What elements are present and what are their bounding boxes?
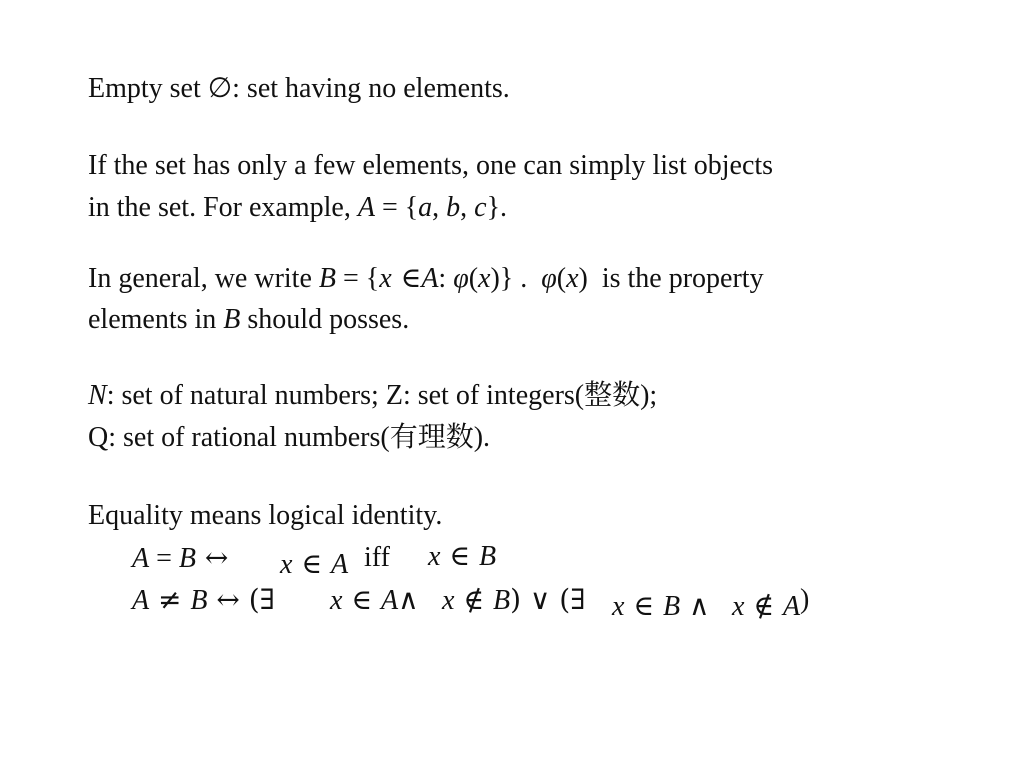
element-of: ∈ <box>292 547 331 580</box>
numbers-line1-rest: : set of natural numbers; Z: set of integers(整数); <box>106 380 658 411</box>
eq-cond-1 <box>280 548 348 581</box>
listing-end: }. <box>486 192 508 223</box>
neq-lhs <box>132 584 275 617</box>
iff-word: iff <box>364 542 390 573</box>
eq-lhs <box>132 542 228 575</box>
numbers-line-2: Q: set of rational numbers(有理数). <box>88 422 491 453</box>
set-B: B <box>178 543 197 574</box>
var-x: x <box>428 541 441 572</box>
phi: φ <box>541 263 557 294</box>
listing-prefix: in the set. For example, <box>88 192 358 223</box>
logical-and: ∧ <box>398 583 419 616</box>
set-A: A <box>132 543 150 574</box>
comma-1: , <box>432 192 447 223</box>
element-of: ∈ <box>624 589 663 622</box>
var-x: x <box>379 263 392 294</box>
set-B: B <box>478 541 497 572</box>
general-line-2 <box>88 304 409 336</box>
set-B: B <box>318 263 336 294</box>
neq-cond-2 <box>442 584 585 617</box>
paren-close: )} . <box>490 263 535 294</box>
set-A: A <box>421 263 439 294</box>
var-x: x <box>566 263 579 294</box>
neq-cond-3 <box>612 590 709 623</box>
set-B: B <box>190 585 208 616</box>
paren-close: ) <box>578 263 588 294</box>
set-B: B <box>223 304 241 335</box>
neq-cond-1 <box>330 584 419 617</box>
colon: : <box>438 263 454 294</box>
logical-and: ∧ <box>680 589 710 622</box>
set-A: A <box>357 192 375 223</box>
listing-eq: = { <box>374 192 419 223</box>
set-A: A <box>782 591 801 622</box>
not-element-of: ∉ <box>454 583 493 616</box>
general-rest: is the property <box>594 263 764 294</box>
empty-set-label: Empty set <box>88 73 208 104</box>
listing-line-1: If the set has only a few elements, one can simply list objects <box>88 150 774 181</box>
equality-title: Equality means logical identity. <box>88 500 443 531</box>
elem-a: a <box>418 192 433 223</box>
general-prefix: In general, we write <box>88 263 319 294</box>
eq-cond-2 <box>428 540 496 573</box>
iff-arrow-exists: ↔ (∃ <box>207 583 275 616</box>
element-of: ∈ <box>391 261 422 294</box>
numbers-line-1 <box>88 380 657 412</box>
listing-line-2 <box>88 192 507 224</box>
var-x: x <box>732 591 745 622</box>
equals: = <box>149 543 179 574</box>
set-A: A <box>330 549 349 580</box>
or-exists: ) ∨ (∃ <box>510 583 586 616</box>
neq-close: ) <box>800 584 810 615</box>
empty-set-symbol: ∅ <box>207 71 233 104</box>
set-N: N <box>88 380 107 411</box>
set-A: A <box>132 585 150 616</box>
var-x: x <box>478 263 491 294</box>
var-x: x <box>612 591 625 622</box>
elem-b: b <box>446 192 461 223</box>
set-A: A <box>380 585 399 616</box>
empty-set-definition <box>88 72 510 105</box>
element-of: ∈ <box>342 583 381 616</box>
general-line2-prefix: elements in <box>88 304 224 335</box>
empty-set-rest: : set having no elements. <box>232 73 510 104</box>
not-equal: ≠ <box>149 583 191 616</box>
general-eq: = { <box>336 263 380 294</box>
not-element-of: ∉ <box>744 589 783 622</box>
phi: φ <box>453 263 469 294</box>
set-B: B <box>662 591 681 622</box>
var-x: x <box>330 585 343 616</box>
comma-2: , <box>460 192 475 223</box>
general-line-1 <box>88 262 764 295</box>
elem-c: c <box>474 192 487 223</box>
paren-open: ( <box>468 263 479 294</box>
element-of: ∈ <box>440 539 479 572</box>
general-line2-rest: should posses. <box>240 304 410 335</box>
var-x: x <box>442 585 455 616</box>
neq-cond-4 <box>732 590 800 623</box>
var-x: x <box>280 549 293 580</box>
iff-arrow: ↔ <box>196 541 229 574</box>
paren-open: ( <box>556 263 567 294</box>
set-B: B <box>492 585 511 616</box>
